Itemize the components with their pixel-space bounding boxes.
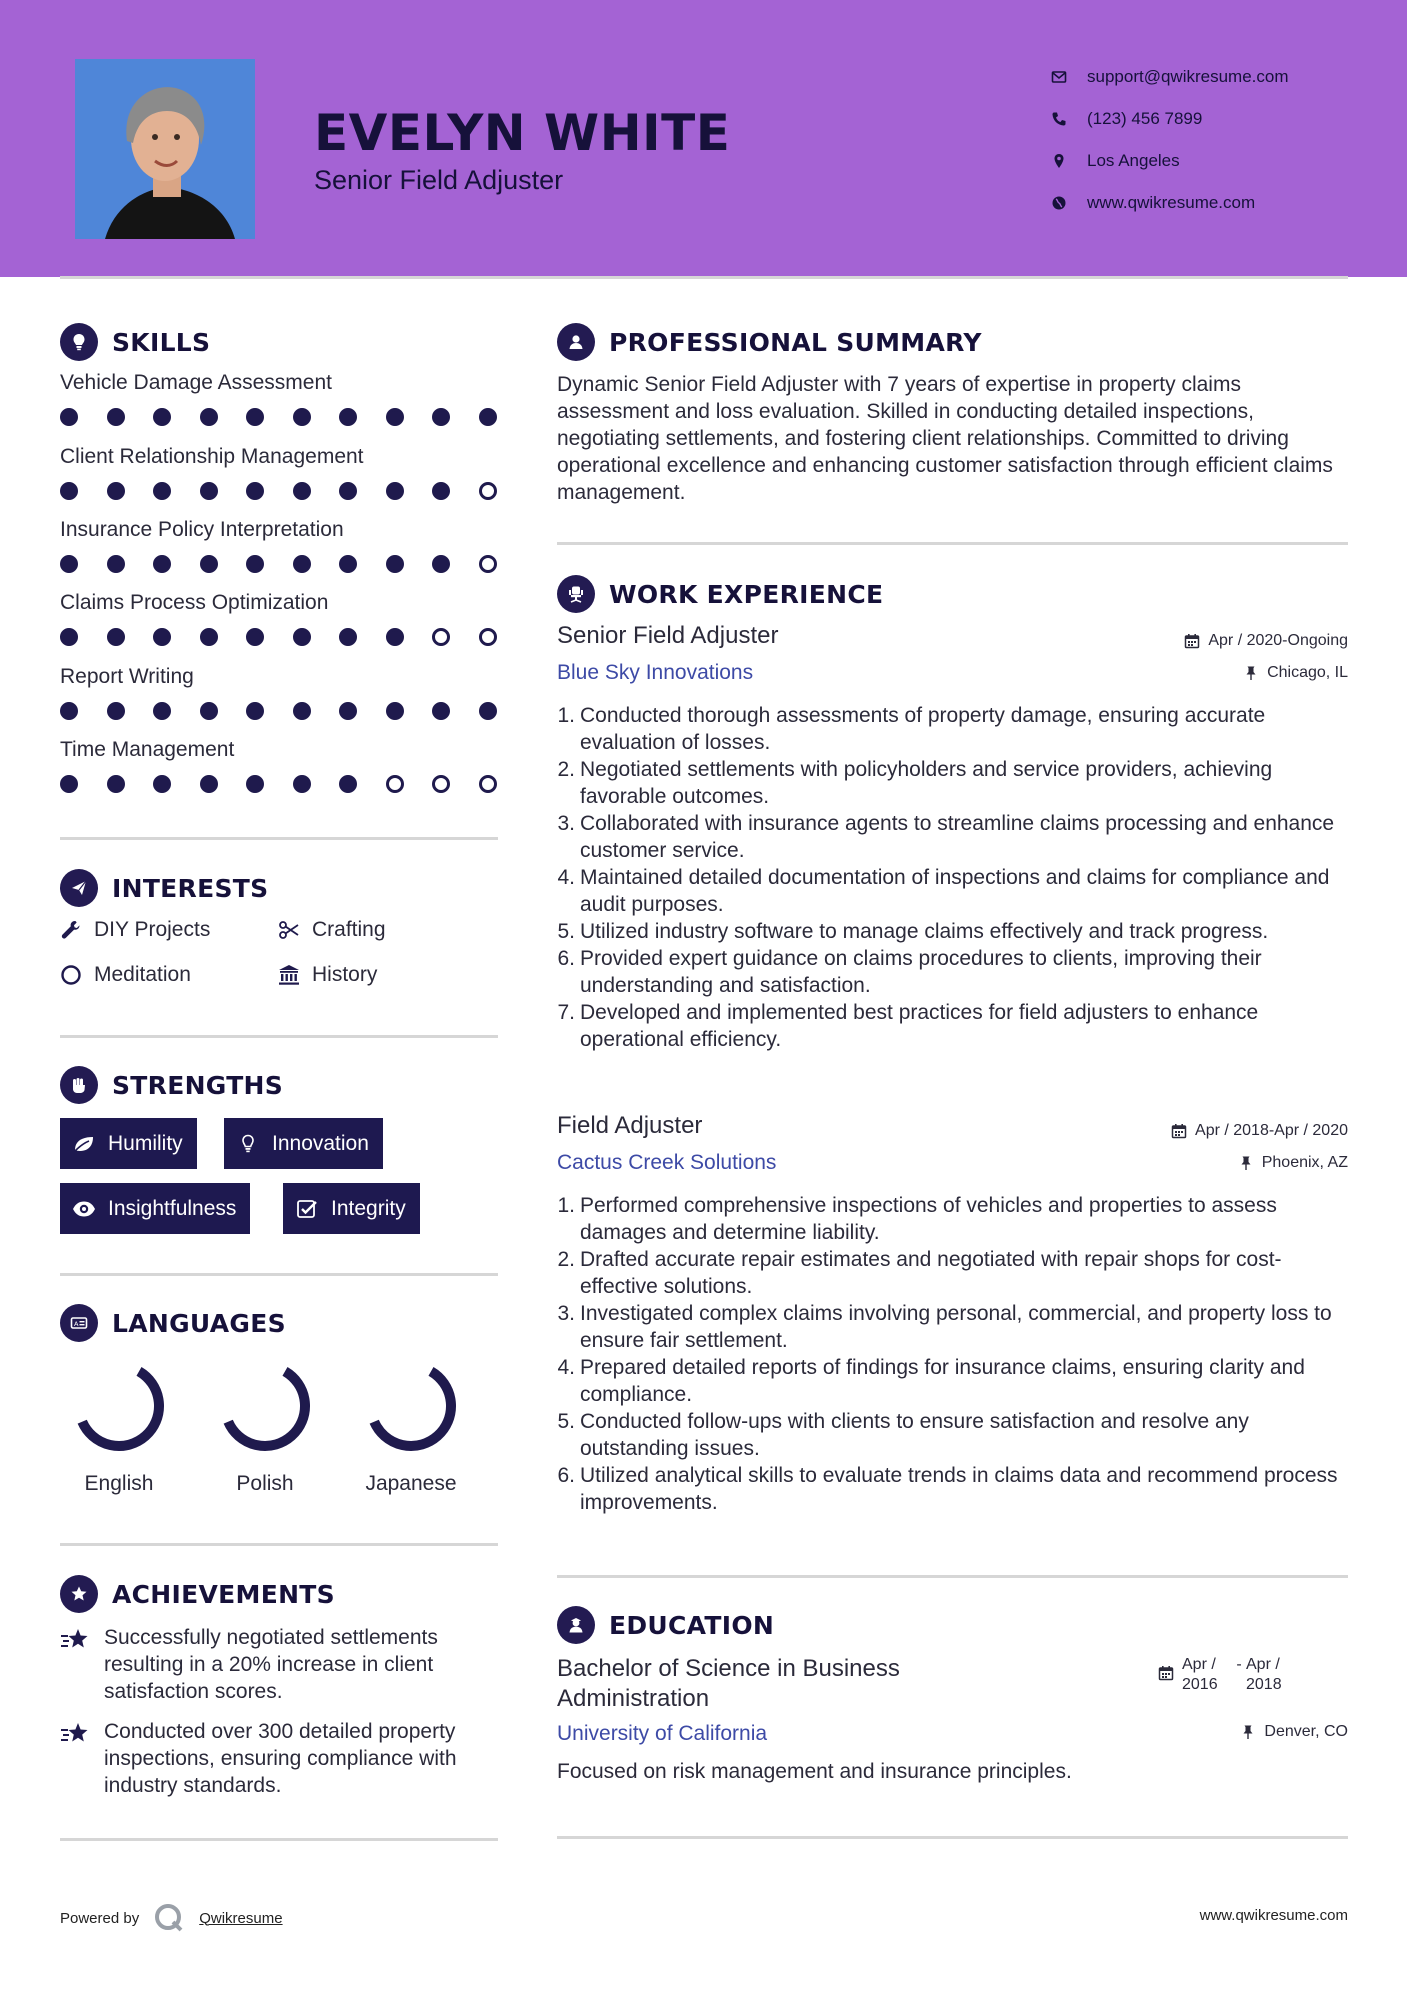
rating-dot-filled — [107, 702, 125, 720]
education-start: Apr / 2016 — [1182, 1656, 1218, 1693]
section-divider — [557, 1836, 1348, 1839]
qwikresume-logo-icon — [153, 1902, 185, 1934]
contact-email-text: support@qwikresume.com — [1087, 67, 1289, 86]
strengths-title: STRENGTHS — [112, 1070, 284, 1100]
summary-text: Dynamic Senior Field Adjuster with 7 years of expertise in property claims assessment and loss evaluation. Skilled in conducting detailed inspections, negotiating settlements, and fostering client relationships. Committed to driving operational excellence and enhancing customer satisfaction through efficient claims management. — [557, 373, 1333, 504]
strength-label: Humility — [108, 1131, 183, 1155]
strength-label: Insightfulness — [108, 1196, 237, 1220]
section-divider — [60, 1543, 498, 1546]
language-proficiency-ring — [363, 1358, 459, 1454]
rating-dot-filled — [60, 702, 78, 720]
pushpin-icon — [1240, 1724, 1256, 1740]
contact-website[interactable] — [1051, 182, 1289, 224]
paper-plane-icon — [60, 869, 98, 907]
contact-email[interactable] — [1051, 56, 1289, 98]
profile-photo — [75, 59, 255, 239]
lightbulb-icon — [60, 323, 98, 361]
job-bullets — [557, 1192, 1357, 1516]
skill-rating — [60, 775, 525, 793]
rating-dot-filled — [153, 482, 171, 500]
rating-dot-filled — [246, 555, 264, 573]
job-location-text: Chicago, IL — [1267, 664, 1348, 681]
strength-badge — [283, 1183, 420, 1234]
check-square-icon — [295, 1199, 319, 1219]
star-badge-icon — [60, 1575, 98, 1613]
list-item: 2. Drafted accurate repair estimates and negotiated with repair shops for cost-effective solutions. — [557, 1246, 1357, 1300]
strength-badge — [60, 1183, 250, 1234]
candidate-name: EVELYN WHITE — [314, 104, 731, 162]
experience-heading — [557, 575, 883, 613]
rating-dot-filled — [246, 702, 264, 720]
bullet-text: Developed and implemented best practices for field adjusters to enhance operational efficiency. — [580, 1001, 1259, 1051]
rating-dot-filled — [432, 555, 450, 573]
job-role: Senior Field Adjuster — [557, 622, 779, 649]
bullet-text: Prepared detailed reports of findings for insurance claims, ensuring clarity and compliance. — [580, 1356, 1305, 1406]
rating-dot-filled — [200, 628, 218, 646]
pushpin-icon — [1243, 665, 1259, 681]
section-divider — [60, 1838, 498, 1841]
lightbulb-icon — [236, 1134, 260, 1154]
language-name: Polish — [236, 1472, 294, 1495]
job-dates-text: Apr / 2018-Apr / 2020 — [1195, 1122, 1348, 1139]
degree-name: Bachelor of Science in Business Administration — [557, 1655, 900, 1712]
interest-label: DIY Projects — [94, 918, 211, 941]
fist-icon — [60, 1066, 98, 1104]
rating-dot-filled — [153, 555, 171, 573]
map-pin-icon — [1051, 153, 1087, 169]
achievement-text: Successfully negotiated settlements resulting in a 20% increase in client satisfaction scores. — [104, 1626, 438, 1703]
list-item: 5. Conducted follow-ups with clients to ensure satisfaction and resolve any outstanding issues. — [557, 1408, 1357, 1462]
bullet-text: Conducted thorough assessments of property damage, ensuring accurate evaluation of losses. — [580, 704, 1266, 754]
leaf-icon — [72, 1134, 96, 1154]
language-proficiency-ring — [71, 1358, 167, 1454]
language-name: Japanese — [365, 1472, 457, 1495]
list-item: 2. Negotiated settlements with policyholders and service providers, achieving favorable outcomes. — [557, 756, 1357, 810]
bullet-text: Provided expert guidance on claims procedures to clients, improving their understanding and satisfaction. — [580, 947, 1262, 997]
language-card-icon — [60, 1304, 98, 1342]
skill-name: Claims Process Optimization — [60, 591, 329, 614]
education-location — [1240, 1723, 1348, 1741]
rating-dot-filled — [60, 555, 78, 573]
rating-dot-filled — [339, 628, 357, 646]
powered-by — [60, 1902, 283, 1934]
rating-dot-filled — [246, 628, 264, 646]
achievement-item — [60, 1718, 500, 1799]
bullet-text: Performed comprehensive inspections of vehicles and properties to assess damages and determine liability. — [580, 1194, 1277, 1244]
list-item: 6. Provided expert guidance on claims procedures to clients, improving their understanding and satisfaction. — [557, 945, 1357, 999]
language-name: English — [84, 1472, 154, 1495]
rating-dot-filled — [293, 775, 311, 793]
skill-name: Vehicle Damage Assessment — [60, 371, 332, 394]
achievement-item — [60, 1624, 500, 1705]
rating-dot-filled — [293, 628, 311, 646]
interest-label: Crafting — [312, 918, 386, 941]
job-dates — [1171, 1122, 1348, 1140]
office-chair-icon — [557, 575, 595, 613]
rating-dot-filled — [153, 408, 171, 426]
rating-dot-filled — [386, 408, 404, 426]
interest-label: Meditation — [94, 963, 191, 986]
achievements-title: ACHIEVEMENTS — [112, 1579, 335, 1609]
bullet-text: Collaborated with insurance agents to streamline claims processing and enhance customer service. — [580, 812, 1335, 862]
list-item: 3. Collaborated with insurance agents to streamline claims processing and enhance customer service. — [557, 810, 1357, 864]
skill-name: Client Relationship Management — [60, 445, 364, 468]
skills-heading — [60, 323, 210, 361]
rating-dot-filled — [246, 408, 264, 426]
skill-rating — [60, 702, 525, 720]
rating-dot-filled — [293, 702, 311, 720]
rating-dot-filled — [200, 702, 218, 720]
job-dates — [1184, 632, 1348, 650]
interest-item — [278, 963, 377, 987]
rating-dot-filled — [200, 775, 218, 793]
rating-dot-filled — [293, 408, 311, 426]
rating-dot-filled — [153, 702, 171, 720]
strength-label: Integrity — [331, 1196, 406, 1220]
bullet-text: Negotiated settlements with policyholders and service providers, achieving favorable outcomes. — [580, 758, 1273, 808]
education-end: Apr / 2018 — [1246, 1656, 1282, 1693]
rating-dot-empty — [479, 555, 497, 573]
job-location — [1238, 1154, 1348, 1172]
achievement-text: Conducted over 300 detailed property inspections, ensuring compliance with industry standards. — [104, 1720, 457, 1797]
rating-dot-filled — [246, 482, 264, 500]
skill-rating — [60, 482, 525, 500]
rating-dot-filled — [60, 775, 78, 793]
skill-rating — [60, 555, 525, 573]
language-item — [49, 1358, 189, 1496]
date-separator: - — [1236, 1656, 1242, 1673]
globe-icon — [1051, 195, 1087, 211]
bullet-text: Drafted accurate repair estimates and negotiated with repair shops for cost-effective solutions. — [580, 1248, 1282, 1298]
education-dates — [1158, 1655, 1296, 1695]
interest-label: History — [312, 963, 378, 986]
rating-dot-filled — [200, 408, 218, 426]
bullet-text: Utilized industry software to manage claims effectively and track progress. — [580, 920, 1269, 943]
job-bullets — [557, 702, 1357, 1053]
skill-name: Time Management — [60, 738, 235, 761]
svg-text:A: A — [74, 1320, 79, 1328]
language-item — [195, 1358, 335, 1496]
summary-title: PROFESSIONAL SUMMARY — [609, 327, 982, 357]
bullet-text: Conducted follow-ups with clients to ensure satisfaction and resolve any outstanding issues. — [580, 1410, 1249, 1460]
rating-dot-filled — [60, 628, 78, 646]
languages-heading — [60, 1304, 286, 1342]
skill-name: Insurance Policy Interpretation — [60, 518, 344, 541]
strength-badge — [224, 1118, 383, 1169]
section-divider — [557, 542, 1348, 545]
envelope-icon — [1051, 69, 1087, 85]
section-divider — [557, 1575, 1348, 1578]
languages-title: LANGUAGES — [112, 1308, 286, 1338]
rating-dot-filled — [479, 408, 497, 426]
calendar-icon — [1171, 1123, 1187, 1139]
education-description: Focused on risk management and insurance principles. — [557, 1760, 1072, 1783]
summary-heading — [557, 323, 982, 361]
pushpin-icon — [1238, 1155, 1254, 1171]
bullet-text: Utilized analytical skills to evaluate trends in claims data and recommend process improvements. — [580, 1464, 1338, 1514]
contact-phone-text: (123) 456 7899 — [1087, 109, 1203, 128]
rating-dot-filled — [339, 555, 357, 573]
skill-name: Report Writing — [60, 665, 194, 688]
list-item: 6. Utilized analytical skills to evaluate trends in claims data and recommend process improvements. — [557, 1462, 1357, 1516]
list-item: 1. Performed comprehensive inspections of vehicles and properties to assess damages and determine liability. — [557, 1192, 1357, 1246]
list-item: 4. Prepared detailed reports of findings for insurance claims, ensuring clarity and compliance. — [557, 1354, 1357, 1408]
rating-dot-filled — [386, 482, 404, 500]
rating-dot-empty — [386, 775, 404, 793]
skill-rating — [60, 628, 525, 646]
phone-icon — [1051, 111, 1087, 127]
interest-item — [278, 918, 386, 942]
rating-dot-filled — [153, 775, 171, 793]
rating-dot-filled — [339, 775, 357, 793]
job-role: Field Adjuster — [557, 1112, 703, 1139]
rating-dot-filled — [60, 482, 78, 500]
interests-heading — [60, 869, 268, 907]
brand-link[interactable]: Qwikresume — [199, 1909, 283, 1927]
rating-dot-filled — [60, 408, 78, 426]
rating-dot-filled — [386, 555, 404, 573]
list-item: 7. Developed and implemented best practices for field adjusters to enhance operational efficiency. — [557, 999, 1357, 1053]
skills-title: SKILLS — [112, 327, 211, 357]
rating-dot-empty — [479, 775, 497, 793]
contact-phone[interactable] — [1051, 98, 1289, 140]
section-divider — [60, 1273, 498, 1276]
skill-rating — [60, 408, 525, 426]
rating-dot-filled — [293, 555, 311, 573]
graduate-icon — [557, 1606, 595, 1644]
education-heading — [557, 1606, 774, 1644]
user-icon — [557, 323, 595, 361]
list-item: 5. Utilized industry software to manage claims effectively and track progress. — [557, 920, 1269, 943]
list-item: 1. Conducted thorough assessments of property damage, ensuring accurate evaluation of losses. — [557, 702, 1357, 756]
job-company: Cactus Creek Solutions — [557, 1151, 777, 1174]
interest-item — [60, 963, 191, 987]
rating-dot-empty — [432, 628, 450, 646]
rating-dot-filled — [200, 555, 218, 573]
rating-dot-filled — [107, 775, 125, 793]
list-item: 4. Maintained detailed documentation of inspections and claims for compliance and audit purposes. — [557, 864, 1357, 918]
interest-item — [60, 918, 210, 942]
powered-by-text: Powered by — [60, 1909, 140, 1927]
education-location-text: Denver, CO — [1264, 1723, 1348, 1740]
strength-badge — [60, 1118, 197, 1169]
calendar-icon — [1184, 633, 1200, 649]
language-proficiency-ring — [217, 1358, 313, 1454]
rating-dot-filled — [293, 482, 311, 500]
footer-website[interactable]: www.qwikresume.com — [1199, 1907, 1348, 1924]
job-location — [1243, 664, 1348, 682]
rating-dot-filled — [107, 555, 125, 573]
calendar-icon — [1158, 1665, 1174, 1681]
rating-dot-filled — [107, 482, 125, 500]
rating-dot-filled — [107, 408, 125, 426]
job-location-text: Phoenix, AZ — [1261, 1154, 1348, 1171]
interests-title: INTERESTS — [112, 873, 269, 903]
star-icon — [60, 1627, 90, 1653]
contact-location — [1051, 140, 1289, 182]
strength-label: Innovation — [272, 1131, 369, 1155]
bank-icon — [278, 964, 300, 986]
contact-location-text: Los Angeles — [1087, 151, 1180, 170]
rating-dot-filled — [386, 702, 404, 720]
rating-dot-filled — [339, 702, 357, 720]
scissors-icon — [278, 919, 300, 941]
rating-dot-filled — [432, 482, 450, 500]
school-name: University of California — [557, 1722, 768, 1745]
section-divider — [60, 1035, 498, 1038]
bullet-text: Investigated complex claims involving personal, commercial, and property loss to ensure fair settlement. — [580, 1302, 1332, 1352]
language-item — [341, 1358, 481, 1496]
circle-icon — [60, 964, 82, 986]
job-company: Blue Sky Innovations — [557, 661, 754, 684]
rating-dot-empty — [479, 628, 497, 646]
rating-dot-filled — [386, 628, 404, 646]
achievements-heading — [60, 1575, 335, 1613]
education-title: EDUCATION — [609, 1610, 775, 1640]
star-icon — [60, 1721, 90, 1747]
rating-dot-filled — [246, 775, 264, 793]
header-divider — [60, 276, 1348, 279]
contact-list — [1051, 56, 1289, 224]
list-item: 3. Investigated complex claims involving personal, commercial, and property loss to ensure fair settlement. — [557, 1300, 1357, 1354]
header-banner — [0, 0, 1407, 277]
rating-dot-filled — [339, 408, 357, 426]
experience-title: WORK EXPERIENCE — [609, 579, 884, 609]
rating-dot-filled — [107, 628, 125, 646]
wrench-icon — [60, 919, 82, 941]
bullet-text: Maintained detailed documentation of inspections and claims for compliance and audit purposes. — [580, 866, 1330, 916]
strengths-heading — [60, 1066, 283, 1104]
rating-dot-filled — [432, 702, 450, 720]
rating-dot-filled — [200, 482, 218, 500]
rating-dot-filled — [153, 628, 171, 646]
rating-dot-empty — [479, 482, 497, 500]
rating-dot-filled — [479, 702, 497, 720]
rating-dot-empty — [432, 775, 450, 793]
rating-dot-filled — [339, 482, 357, 500]
contact-website-text: www.qwikresume.com — [1087, 193, 1256, 212]
candidate-title: Senior Field Adjuster — [314, 165, 564, 195]
job-dates-text: Apr / 2020-Ongoing — [1208, 632, 1348, 649]
rating-dot-filled — [432, 408, 450, 426]
section-divider — [60, 837, 498, 840]
eye-icon — [72, 1199, 96, 1219]
